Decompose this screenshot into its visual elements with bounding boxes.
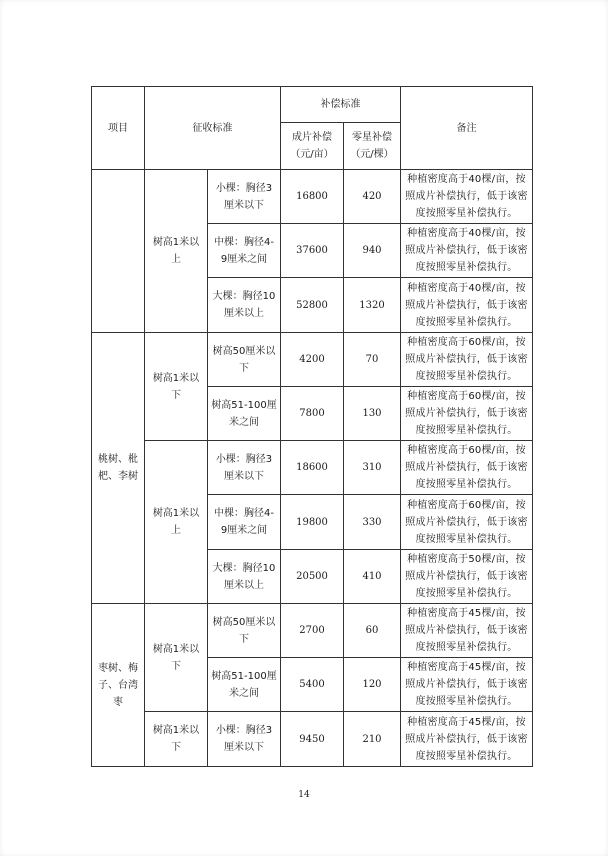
whole-compensation-value: 19800	[281, 495, 344, 550]
table-row	[92, 441, 533, 495]
single-compensation-value: 940	[344, 224, 401, 278]
tree-type-cell: 枣树、梅子、台湾枣	[92, 604, 145, 767]
size-class-cell: 树高50厘米以下	[208, 604, 281, 658]
remark-cell: 种植密度高于45棵/亩，按照成片补偿执行，低于该密度按照零星补偿执行。	[401, 604, 533, 658]
single-compensation-value: 120	[344, 658, 401, 712]
height-class-cell: 树高1米以下	[145, 604, 208, 712]
header-standard: 征收标准	[145, 87, 281, 170]
header-whole-compensation: 成片补偿（元/亩）	[281, 123, 344, 170]
height-class-cell: 树高1米以上	[145, 441, 208, 604]
header-row	[92, 87, 533, 123]
remark-cell: 种植密度高于60棵/亩，按照成片补偿执行，低于该密度按照零星补偿执行。	[401, 441, 533, 495]
table-row	[92, 170, 533, 224]
size-class-cell: 大棵：胸径10厘米以上	[208, 278, 281, 333]
single-compensation-value: 130	[344, 387, 401, 441]
remark-cell: 种植密度高于45棵/亩，按照成片补偿执行，低于该密度按照零星补偿执行。	[401, 658, 533, 712]
size-class-cell: 树高51-100厘米之间	[208, 658, 281, 712]
tree-type-cell: 桃树、枇杷、李树	[92, 333, 145, 604]
height-class-cell: 树高1米以下	[145, 333, 208, 441]
remark-cell: 种植密度高于50棵/亩，按照成片补偿执行，低于该密度按照零星补偿执行。	[401, 550, 533, 604]
whole-compensation-value: 7800	[281, 387, 344, 441]
whole-compensation-value: 52800	[281, 278, 344, 333]
header-single-compensation: 零星补偿（元/棵）	[344, 123, 401, 170]
remark-cell: 种植密度高于45棵/亩，按照成片补偿执行，低于该密度按照零星补偿执行。	[401, 712, 533, 767]
size-class-cell: 大棵：胸径10厘米以上	[208, 550, 281, 604]
whole-compensation-value: 16800	[281, 170, 344, 224]
remark-cell: 种植密度高于40棵/亩，按照成片补偿执行，低于该密度按照零星补偿执行。	[401, 278, 533, 333]
table-row	[92, 604, 533, 658]
tree-type-cell	[92, 170, 145, 333]
table-row	[92, 333, 533, 387]
whole-compensation-value: 9450	[281, 712, 344, 767]
height-class-cell: 树高1米以下	[145, 712, 208, 767]
size-class-cell: 小棵：胸径3厘米以下	[208, 441, 281, 495]
header-item: 项目	[92, 87, 145, 170]
whole-compensation-value: 2700	[281, 604, 344, 658]
whole-compensation-value: 4200	[281, 333, 344, 387]
whole-compensation-value: 20500	[281, 550, 344, 604]
table-row	[92, 712, 533, 767]
single-compensation-value: 70	[344, 333, 401, 387]
remark-cell: 种植密度高于60棵/亩，按照成片补偿执行，低于该密度按照零星补偿执行。	[401, 333, 533, 387]
single-compensation-value: 410	[344, 550, 401, 604]
single-compensation-value: 210	[344, 712, 401, 767]
size-class-cell: 树高50厘米以下	[208, 333, 281, 387]
remark-cell: 种植密度高于40棵/亩，按照成片补偿执行，低于该密度按照零星补偿执行。	[401, 224, 533, 278]
remark-cell: 种植密度高于60棵/亩，按照成片补偿执行，低于该密度按照零星补偿执行。	[401, 495, 533, 550]
whole-compensation-value: 5400	[281, 658, 344, 712]
header-remarks: 备注	[401, 87, 533, 170]
header-compensation: 补偿标准	[281, 87, 401, 123]
single-compensation-value: 420	[344, 170, 401, 224]
size-class-cell: 中棵：胸径4-9厘米之间	[208, 224, 281, 278]
single-compensation-value: 1320	[344, 278, 401, 333]
size-class-cell: 小棵：胸径3厘米以下	[208, 712, 281, 767]
remark-cell: 种植密度高于40棵/亩，按照成片补偿执行，低于该密度按照零星补偿执行。	[401, 170, 533, 224]
single-compensation-value: 330	[344, 495, 401, 550]
compensation-table	[91, 86, 533, 767]
size-class-cell: 小棵：胸径3厘米以下	[208, 170, 281, 224]
height-class-cell: 树高1米以上	[145, 170, 208, 333]
size-class-cell: 中棵：胸径4-9厘米之间	[208, 495, 281, 550]
single-compensation-value: 60	[344, 604, 401, 658]
page-number: 14	[298, 790, 310, 800]
remark-cell: 种植密度高于60棵/亩，按照成片补偿执行，低于该密度按照零星补偿执行。	[401, 387, 533, 441]
whole-compensation-value: 37600	[281, 224, 344, 278]
single-compensation-value: 310	[344, 441, 401, 495]
size-class-cell: 树高51-100厘米之间	[208, 387, 281, 441]
whole-compensation-value: 18600	[281, 441, 344, 495]
